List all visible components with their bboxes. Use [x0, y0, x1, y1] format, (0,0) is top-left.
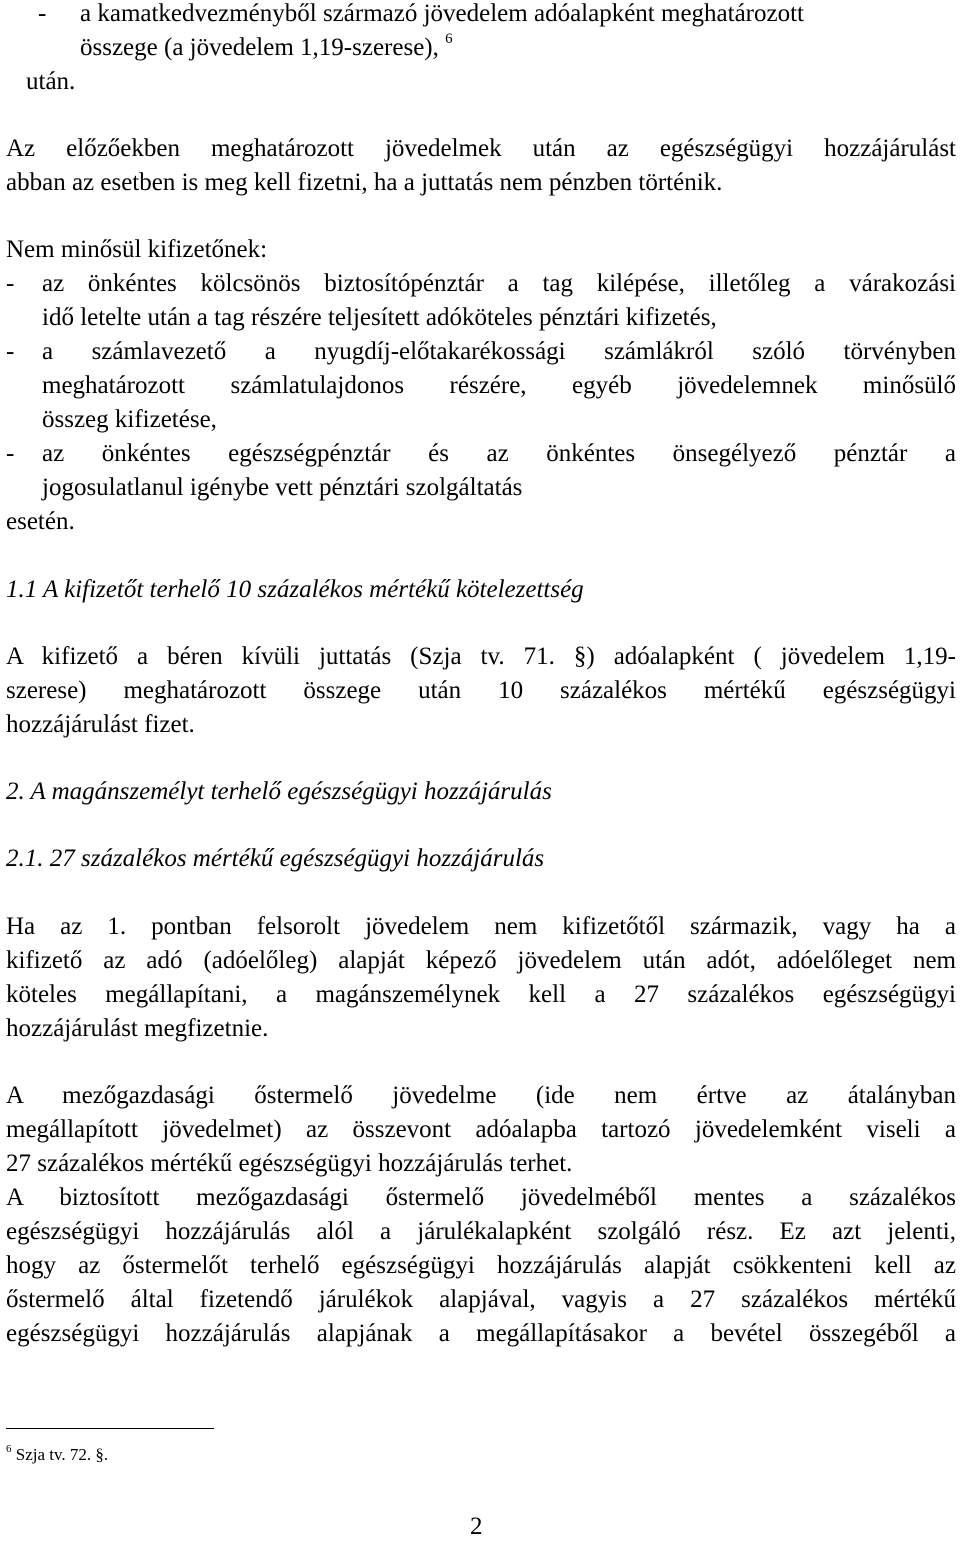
section-heading: 1.1 A kifizetőt terhelő 10 százalékos mértékű kötelezettség	[6, 576, 584, 603]
footnote-text: Szja tv. 72. §.	[15, 1445, 109, 1464]
bullet-line: a kamatkedvezményből származó jövedelem adóalapként meghatározott	[80, 0, 804, 27]
page-number: 2	[470, 1513, 483, 1540]
list-item-line: az önkéntes kölcsönös biztosítópénztár a tag kilépése, illetőleg a várakozási	[42, 270, 956, 297]
list-item-dash: -	[6, 440, 15, 467]
list-closing: esetén.	[6, 508, 75, 535]
footnote-ref: 6	[445, 31, 453, 47]
paragraph-line: A kifizető a béren kívüli juttatás (Szja tv. 71. §) adóalapként ( jövedelem 1,19-	[6, 643, 956, 670]
paragraph-line: köteles megállapítani, a magánszemélynek kell a 27 százalékos egészségügyi	[6, 981, 956, 1008]
paragraph-line: kifizető az adó (adóelőleg) alapját képező jövedelem után adót, adóelőleget nem	[6, 947, 956, 974]
paragraph-line: hozzájárulást megfizetnie.	[6, 1015, 269, 1042]
paragraph-line: Ha az 1. pontban felsorolt jövedelem nem kifizetőtől származik, vagy ha a	[6, 913, 956, 940]
footnote-separator	[6, 1428, 214, 1429]
section-heading: 2. A magánszemélyt terhelő egészségügyi hozzájárulás	[6, 778, 552, 805]
paragraph-line: Az előzőekben meghatározott jövedelmek után az egészségügyi hozzájárulást	[6, 135, 956, 162]
section-heading: 2.1. 27 százalékos mértékű egészségügyi hozzájárulás	[6, 845, 545, 872]
paragraph-line: hozzájárulást fizet.	[6, 711, 195, 738]
bullet-line: összege (a jövedelem 1,19-szerese), $^6$	[80, 31, 453, 61]
bullet-line: után.	[26, 68, 76, 95]
paragraph-line: abban az esetben is meg kell fizetni, ha a juttatás nem pénzben történik.	[6, 169, 723, 196]
paragraph-line: A mezőgazdasági őstermelő jövedelme (ide nem értve az átalányban	[6, 1082, 956, 1109]
paragraph-line: megállapított jövedelmet) az összevont adóalapba tartozó jövedelemként viseli a	[6, 1116, 956, 1143]
footnote	[6, 1444, 108, 1468]
list-item-dash: -	[6, 338, 15, 365]
bullet-dash: -	[38, 0, 47, 27]
list-item-line: jogosulatlanul igénybe vett pénztári szolgáltatás	[42, 474, 523, 501]
list-item-line: az önkéntes egészségpénztár és az önkéntes önsegélyező pénztár a	[42, 440, 956, 467]
paragraph-line: őstermelő által fizetendő járulékok alapjával, vagyis a 27 százalékos mértékű	[6, 1286, 956, 1313]
list-item-line: összeg kifizetése,	[42, 406, 217, 433]
list-item-line: idő letelte után a tag részére teljesített adóköteles pénztári kifizetés,	[42, 304, 717, 331]
paragraph-line: 27 százalékos mértékű egészségügyi hozzájárulás terhet.	[6, 1150, 573, 1177]
paragraph-line: A biztosított mezőgazdasági őstermelő jövedelméből mentes a százalékos	[6, 1184, 956, 1211]
paragraph-line: egészségügyi hozzájárulás alapjának a megállapításakor a bevétel összegéből a	[6, 1320, 956, 1347]
paragraph-line: szerese) meghatározott összege után 10 százalékos mértékű egészségügyi	[6, 677, 956, 704]
paragraph-line: hogy az őstermelőt terhelő egészségügyi hozzájárulás alapját csökkenteni kell az	[6, 1252, 956, 1279]
list-item-line: a számlavezető a nyugdíj-előtakarékossági számlákról szóló törvényben	[42, 338, 956, 365]
footnote-number: 6	[6, 1443, 12, 1455]
list-item-dash: -	[6, 270, 15, 297]
paragraph-line: egészségügyi hozzájárulás alól a járulékalapként szolgáló rész. Ez azt jelenti,	[6, 1218, 956, 1245]
list-item-line: meghatározott számlatulajdonos részére, egyéb jövedelemnek minősülő	[42, 372, 956, 399]
list-heading: Nem minősül kifizetőnek:	[6, 236, 268, 263]
